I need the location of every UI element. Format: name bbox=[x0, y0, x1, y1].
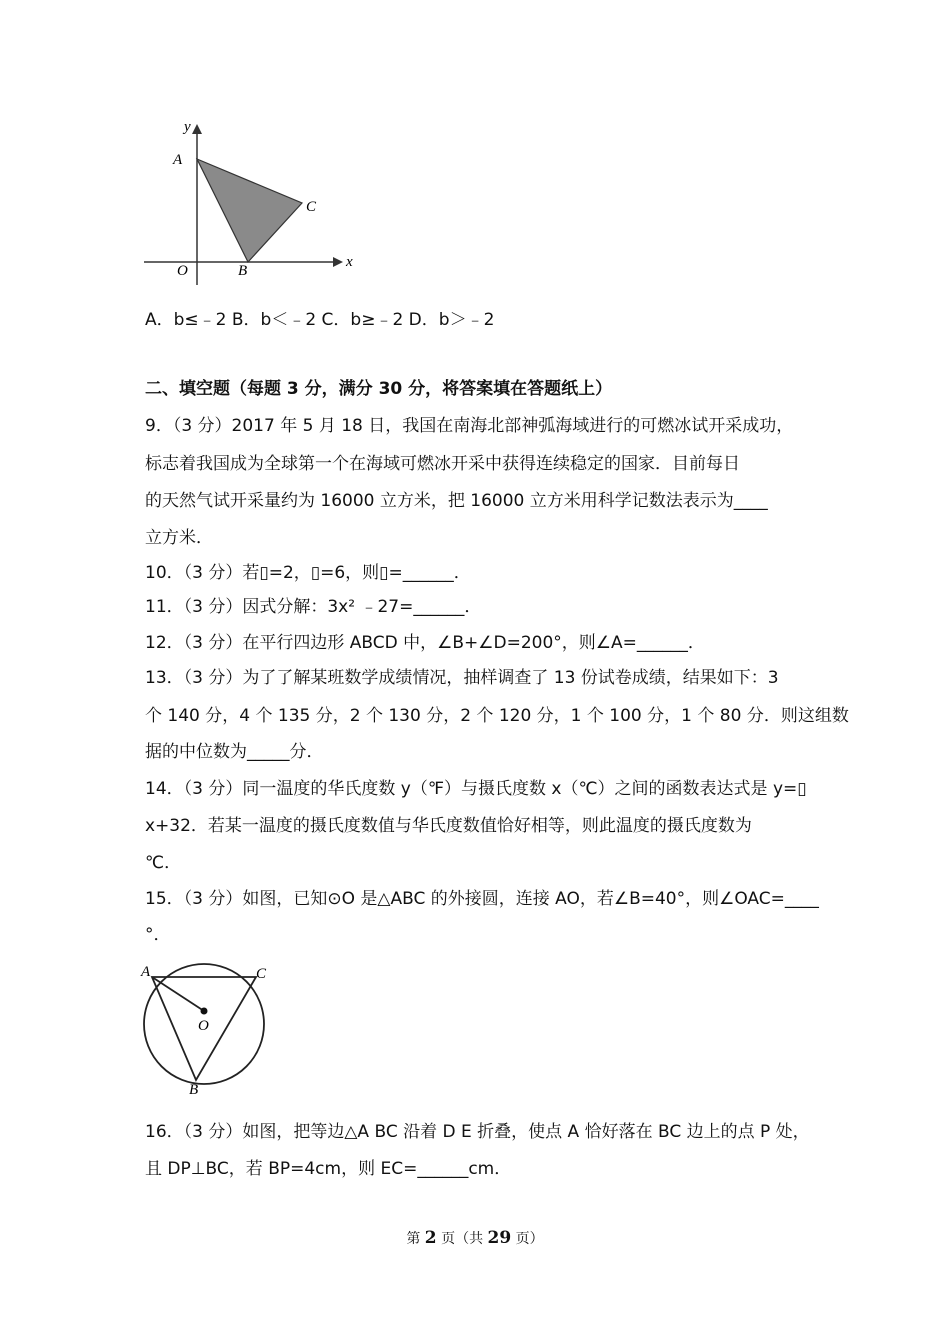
footer-suffix: 页） bbox=[511, 1231, 544, 1247]
q14-line2: x+32．若某一温度的摄氏度数值与华氏度数值恰好相等，则此温度的摄氏度数为 bbox=[145, 816, 752, 836]
q14-line3: ℃． bbox=[145, 853, 182, 873]
label-c: C bbox=[256, 966, 267, 982]
q9-line3: 的天然气试开采量约为 16000 立方米，把 16000 立方米用科学记数法表示为____ bbox=[145, 491, 768, 511]
label-c: C bbox=[306, 199, 317, 215]
footer-prefix: 第 bbox=[406, 1231, 425, 1247]
q13-line2: 个 140 分，4 个 135 分，2 个 130 分，2 个 120 分，1 个 100 分，1 个 80 分．则这组数 bbox=[145, 706, 849, 726]
label-o: O bbox=[198, 1018, 209, 1034]
q16-line2: 且 DP⊥BC，若 BP=4cm，则 EC=______cm． bbox=[145, 1159, 512, 1179]
figure-circumcircle bbox=[138, 960, 278, 1100]
q13-line1: 13．（3 分）为了了解某班数学成绩情况，抽样调查了 13 份试卷成绩，结果如下：3 bbox=[145, 668, 779, 688]
q15-line1: 15．（3 分）如图，已知⊙O 是△ABC 的外接圆，连接 AO，若∠B=40°，则∠OAC=____ bbox=[145, 889, 819, 909]
q13-line3: 据的中位数为_____分． bbox=[145, 742, 324, 762]
section-heading: 二、填空题（每题 3 分，满分 30 分，将答案填在答题纸上） bbox=[145, 379, 613, 399]
q16-line1: 16．（3 分）如图，把等边△A BC 沿着 D E 折叠，使点 A 恰好落在 BC 边上的点 P 处， bbox=[145, 1122, 810, 1142]
figure-coordinate-triangle bbox=[140, 115, 370, 285]
q8-options: A．b≤﹣2 B．b＜﹣2 C．b≥﹣2 D．b＞﹣2 bbox=[145, 310, 495, 330]
label-o: O bbox=[177, 263, 188, 279]
label-b: B bbox=[189, 1082, 199, 1098]
label-a: A bbox=[173, 152, 183, 168]
label-x: x bbox=[346, 254, 353, 270]
q10: 10．（3 分）若▯=2，▯=6，则▯=______． bbox=[145, 563, 471, 583]
footer-page-number: 2 bbox=[424, 1228, 437, 1248]
q9-line4: 立方米． bbox=[145, 528, 213, 548]
footer-middle: 页（共 bbox=[436, 1231, 488, 1247]
footer-total-pages: 29 bbox=[487, 1228, 512, 1248]
q12: 12．（3 分）在平行四边形 ABCD 中，∠B+∠D=200°，则∠A=______． bbox=[145, 633, 705, 653]
label-a: A bbox=[141, 964, 151, 980]
label-y: y bbox=[184, 119, 191, 135]
q15-line2: °． bbox=[145, 925, 171, 945]
q11: 11．（3 分）因式分解：3x² ﹣27=______． bbox=[145, 597, 482, 617]
page-footer bbox=[0, 1228, 950, 1248]
q14-line1: 14．（3 分）同一温度的华氏度数 y（℉）与摄氏度数 x（℃）之间的函数表达式是 y=▯ bbox=[145, 779, 807, 799]
y-axis-arrow bbox=[192, 124, 202, 134]
center-point bbox=[201, 1008, 208, 1015]
q9-line2: 标志着我国成为全球第一个在海域可燃冰开采中获得连续稳定的国家．目前每日 bbox=[145, 454, 740, 474]
x-axis-arrow bbox=[333, 257, 343, 267]
q9-line1: 9．（3 分）2017 年 5 月 18 日，我国在南海北部神弧海域进行的可燃冰试开采成功， bbox=[145, 416, 794, 436]
triangle-abc-shape bbox=[197, 159, 302, 262]
label-b: B bbox=[238, 263, 248, 279]
